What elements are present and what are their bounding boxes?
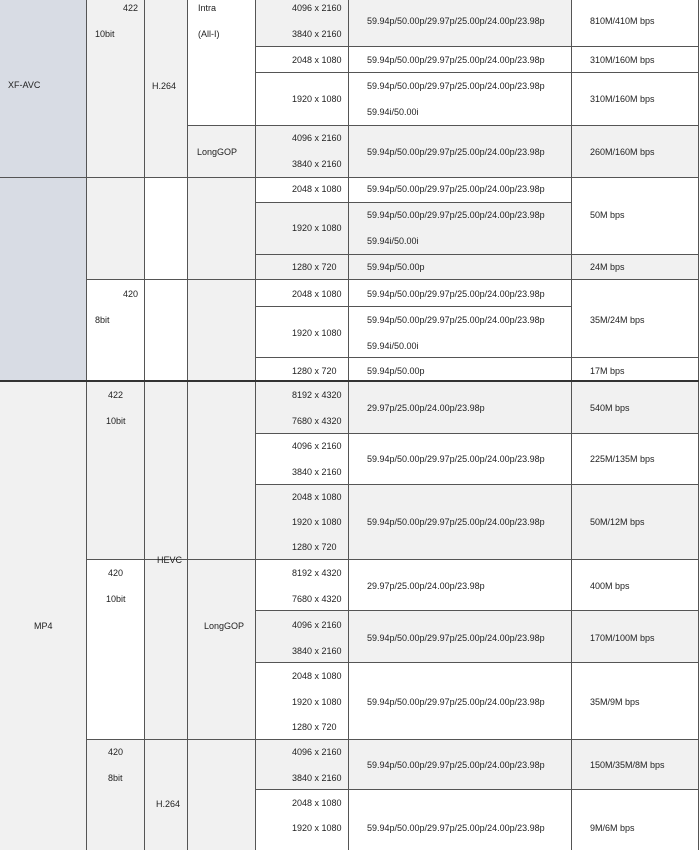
resolution: 1280 x 720 (292, 542, 337, 552)
bitdepth-8bit: 8bit (95, 315, 110, 325)
frame-rates: 59.94i/50.00i (367, 341, 419, 351)
grid-line (571, 0, 572, 850)
frame-rates: 59.94p/50.00p/29.97p/25.00p/24.00p/23.98p (367, 184, 545, 194)
resolution: 1280 x 720 (292, 722, 337, 732)
grid-line (0, 177, 699, 178)
resolution: 2048 x 1080 (292, 798, 342, 808)
grid-line (256, 306, 571, 307)
frame-rates: 59.94p/50.00p/29.97p/25.00p/24.00p/23.98p (367, 147, 545, 157)
codec-hevc: HEVC (157, 555, 183, 565)
resolution: 3840 x 2160 (292, 646, 342, 656)
bitrate: 24M bps (590, 262, 625, 272)
sampling-422: 422 (123, 3, 139, 13)
resolution: 7680 x 4320 (292, 594, 342, 604)
resolution: 3840 x 2160 (292, 773, 342, 783)
resolution: 4096 x 2160 (292, 441, 342, 451)
sampling-422: 422 (108, 390, 124, 400)
resolution: 4096 x 2160 (292, 3, 342, 13)
grid-line (256, 662, 699, 663)
codec-h264: H.264 (156, 799, 181, 809)
resolution: 3840 x 2160 (292, 467, 342, 477)
bitrate: 810M/410M bps (590, 16, 655, 26)
mp4-h264-cell (145, 739, 188, 850)
frame-rates: 59.94p/50.00p/29.97p/25.00p/24.00p/23.98p (367, 289, 545, 299)
resolution: 1920 x 1080 (292, 823, 342, 833)
bitrate: 260M/160M bps (590, 147, 655, 157)
grid-line (144, 0, 145, 850)
frame-rates: 59.94p/50.00p/29.97p/25.00p/24.00p/23.98p (367, 697, 545, 707)
bitdepth-8bit: 8bit (108, 773, 123, 783)
resolution: 3840 x 2160 (292, 29, 342, 39)
frame-rates: 29.97p/25.00p/24.00p/23.98p (367, 403, 485, 413)
frame-rates: 59.94p/50.00p/29.97p/25.00p/24.00p/23.98p (367, 210, 545, 220)
frame-rates: 59.94p/50.00p/29.97p/25.00p/24.00p/23.98p (367, 315, 545, 325)
bitrate: 150M/35M/8M bps (590, 760, 665, 770)
resolution: 1920 x 1080 (292, 94, 342, 104)
resolution: 7680 x 4320 (292, 416, 342, 426)
bitrate: 400M bps (590, 581, 630, 591)
intra-label: Intra (198, 3, 217, 13)
grid-line (256, 202, 571, 203)
grid-line (256, 357, 699, 358)
bitrate: 17M bps (590, 366, 625, 376)
resolution: 4096 x 2160 (292, 133, 342, 143)
grid-line (187, 0, 188, 850)
bitrate: 35M/9M bps (590, 697, 640, 707)
resolution: 8192 x 4320 (292, 568, 342, 578)
resolution: 1920 x 1080 (292, 223, 342, 233)
resolution: 8192 x 4320 (292, 390, 342, 400)
bitrate: 50M bps (590, 210, 625, 220)
frame-rates: 59.94p/50.00p/29.97p/25.00p/24.00p/23.98p (367, 517, 545, 527)
format-label-xf-avc: XF-AVC (8, 80, 41, 90)
longgop-label: LongGOP (197, 147, 238, 157)
resolution: 4096 x 2160 (292, 620, 342, 630)
grid-line (87, 279, 699, 280)
grid-line (255, 0, 256, 850)
bitrate: 540M bps (590, 403, 630, 413)
bitrate: 310M/160M bps (590, 94, 655, 104)
xf-avc-format-cell-lower (0, 177, 87, 381)
resolution: 1920 x 1080 (292, 328, 342, 338)
bitrate: 310M/160M bps (590, 55, 655, 65)
grid-line (256, 72, 699, 73)
sampling-420: 420 (123, 289, 139, 299)
codec-h264: H.264 (152, 81, 177, 91)
frame-rates: 59.94p/50.00p/29.97p/25.00p/24.00p/23.98p (367, 55, 545, 65)
grid-line (256, 433, 699, 434)
bitrate: 9M/6M bps (590, 823, 635, 833)
xf-avc-422-cell (87, 0, 145, 279)
bitdepth-10bit: 10bit (106, 416, 126, 426)
grid-line (348, 0, 349, 850)
bitrate: 35M/24M bps (590, 315, 645, 325)
grid-line (256, 789, 699, 790)
resolution: 2048 x 1080 (292, 184, 342, 194)
intra-all-i-label: (All-I) (198, 29, 220, 39)
bitrate: 170M/100M bps (590, 633, 655, 643)
resolution: 1280 x 720 (292, 366, 337, 376)
frame-rates: 59.94p/50.00p (367, 262, 425, 272)
bitdepth-10bit: 10bit (95, 29, 115, 39)
sampling-420: 420 (108, 568, 124, 578)
frame-rates: 59.94p/50.00p/29.97p/25.00p/24.00p/23.98p (367, 760, 545, 770)
mp4-longgop-cell (188, 381, 256, 850)
grid-line (87, 739, 699, 740)
frame-rates: 59.94i/50.00i (367, 107, 419, 117)
section-divider (0, 380, 699, 382)
resolution: 2048 x 1080 (292, 492, 342, 502)
frame-rates: 29.97p/25.00p/24.00p/23.98p (367, 581, 485, 591)
frame-rates: 59.94p/50.00p (367, 366, 425, 376)
frame-rates: 59.94p/50.00p/29.97p/25.00p/24.00p/23.98p (367, 823, 545, 833)
frame-rates: 59.94p/50.00p/29.97p/25.00p/24.00p/23.98p (367, 16, 545, 26)
resolution: 2048 x 1080 (292, 671, 342, 681)
grid-line (256, 46, 699, 47)
mp4-422-cell (87, 381, 145, 559)
mp4-format-cell (0, 381, 87, 850)
bitrate: 225M/135M bps (590, 454, 655, 464)
resolution: 1920 x 1080 (292, 697, 342, 707)
frame-rates: 59.94i/50.00i (367, 236, 419, 246)
bitdepth-10bit: 10bit (106, 594, 126, 604)
frame-rates: 59.94p/50.00p/29.97p/25.00p/24.00p/23.98p (367, 633, 545, 643)
grid-line (86, 0, 87, 850)
grid-line (188, 125, 699, 126)
grid-line (256, 254, 699, 255)
grid-line (256, 484, 699, 485)
sampling-420: 420 (108, 747, 124, 757)
resolution: 3840 x 2160 (292, 159, 342, 169)
format-label-mp4: MP4 (34, 621, 53, 631)
resolution: 2048 x 1080 (292, 289, 342, 299)
frame-rates: 59.94p/50.00p/29.97p/25.00p/24.00p/23.98p (367, 81, 545, 91)
resolution: 4096 x 2160 (292, 747, 342, 757)
resolution: 1280 x 720 (292, 262, 337, 272)
bitrate: 50M/12M bps (590, 517, 645, 527)
frame-rates: 59.94p/50.00p/29.97p/25.00p/24.00p/23.98p (367, 454, 545, 464)
resolution: 1920 x 1080 (292, 517, 342, 527)
resolution: 2048 x 1080 (292, 55, 342, 65)
grid-line (256, 610, 699, 611)
longgop-label: LongGOP (204, 621, 245, 631)
